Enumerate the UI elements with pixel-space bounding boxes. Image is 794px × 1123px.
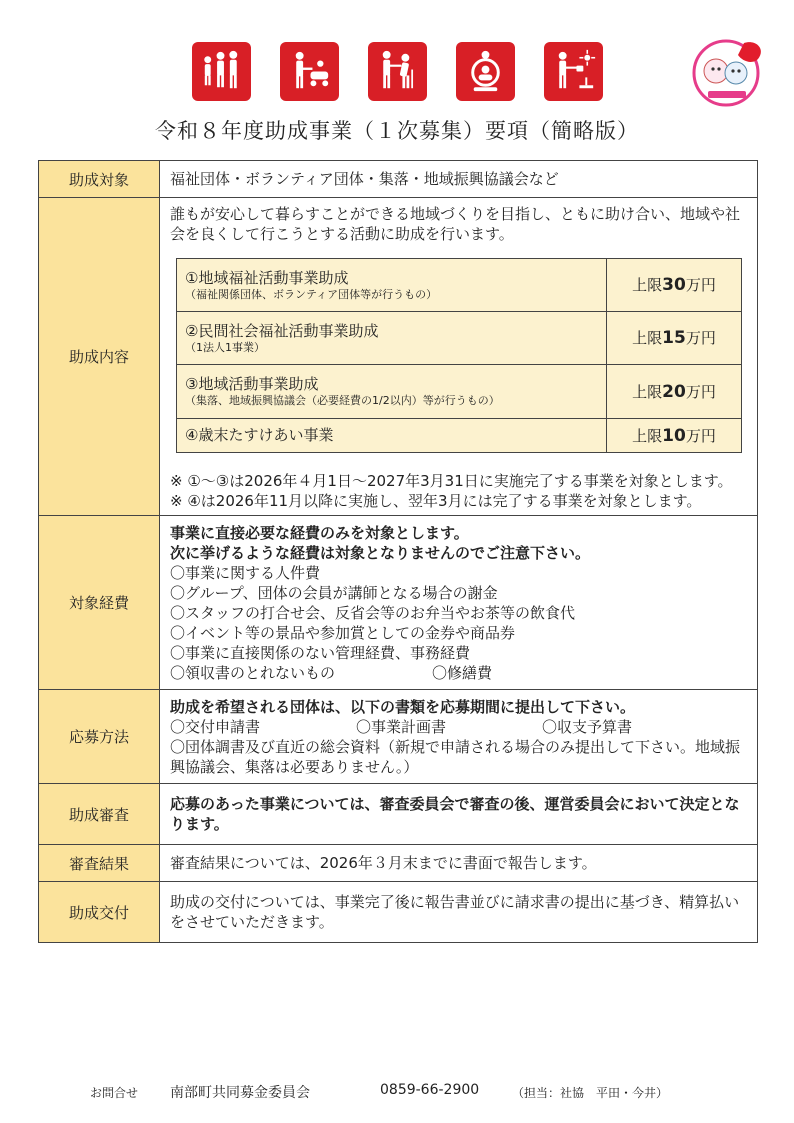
grant-item-name: ②民間社会福祉活動事業助成 bbox=[185, 321, 379, 340]
grant-item-sub: （福祉関係団体、ボランティア団体等が行うもの） bbox=[185, 287, 438, 301]
grant-types-table bbox=[176, 258, 742, 453]
grant-item bbox=[177, 419, 742, 453]
content-note-1: ※ ①～③は2026年４月1日～2027年3月31日に実施完了する事業を対象とします。 bbox=[170, 472, 733, 490]
limit-amount: 15 bbox=[662, 328, 686, 348]
grant-text: 助成の交付については、事業完了後に報告書並びに請求書の提出に基づき、精算払いをさせていただきます。 bbox=[160, 882, 758, 943]
target-text: 福祉団体・ボランティア団体・集落・地域振興協議会など bbox=[160, 161, 758, 198]
grant-item bbox=[177, 259, 742, 312]
baby-care-icon bbox=[456, 42, 515, 101]
limit-unit: 万円 bbox=[685, 382, 716, 401]
doc-item: 〇事業計画書 bbox=[356, 718, 447, 736]
limit-prefix: 上限 bbox=[632, 382, 663, 401]
expense-item: 〇スタッフの打合せ会、反省会等のお弁当やお茶等の飲食代 bbox=[170, 604, 576, 622]
limit-unit: 万円 bbox=[685, 329, 716, 347]
expense-item: 〇イベント等の景品や参加賞としての金券や商品券 bbox=[170, 624, 516, 642]
label-grant: 助成交付 bbox=[39, 882, 160, 943]
result-text: 審査結果については、2026年３月末までに書面で報告します。 bbox=[160, 845, 758, 882]
apply-bold: 助成を希望される団体は、以下の書類を応募期間に提出して下さい。 bbox=[170, 698, 636, 716]
expense-item: 〇事業に直接関係のない管理経費、事務経費 bbox=[170, 644, 471, 662]
contact-phone: 0859-66-2900 bbox=[380, 1082, 480, 1098]
limit-amount: 20 bbox=[662, 381, 686, 402]
doc-item: 〇団体調書及び直近の総会資料（新規で申請される場合のみ提出して下さい。地域振興協議会、集落は必要ありません。） bbox=[170, 738, 741, 776]
row-grant bbox=[39, 882, 758, 943]
limit-prefix: 上限 bbox=[632, 329, 663, 347]
expense-item: 〇事業に関する人件費 bbox=[170, 564, 321, 582]
grant-item-name: ①地域福祉活動事業助成 bbox=[185, 268, 349, 287]
grant-item-sub: （1法人1事業） bbox=[185, 340, 265, 354]
doc-item: 〇収支予算書 bbox=[542, 718, 633, 736]
label-apply: 応募方法 bbox=[39, 690, 160, 784]
page-title: 令和８年度助成事業（１次募集）要項（簡略版） bbox=[155, 119, 639, 143]
limit-amount: 10 bbox=[662, 425, 686, 446]
row-target bbox=[39, 161, 758, 198]
gardening-icon bbox=[544, 42, 603, 101]
elderly-support-icon bbox=[368, 42, 427, 101]
row-result bbox=[39, 845, 758, 882]
expense-item: 〇領収書のとれないもの bbox=[170, 664, 336, 682]
expense-item: 〇修繕費 bbox=[432, 664, 493, 682]
limit-prefix: 上限 bbox=[632, 426, 663, 445]
grant-item-name: ④歳末たすけあい事業 bbox=[185, 426, 334, 444]
limit-unit: 万円 bbox=[685, 276, 716, 294]
grant-item-sub: （集落、地域振興協議会（必要経費の1/2以内）等が行うもの） bbox=[185, 394, 500, 407]
family-icon bbox=[192, 42, 251, 101]
pictogram-row bbox=[192, 42, 604, 102]
row-expenses bbox=[39, 516, 758, 690]
row-review bbox=[39, 784, 758, 845]
grant-item-name: ③地域活動事業助成 bbox=[185, 375, 319, 393]
expense-item: 〇グループ、団体の会員が講師となる場合の謝金 bbox=[170, 584, 498, 602]
row-apply bbox=[39, 690, 758, 784]
grant-item bbox=[177, 312, 742, 365]
expenses-bold-1: 事業に直接必要な経費のみを対象とします。 bbox=[170, 524, 469, 542]
contact-org: 南部町共同募金委員会 bbox=[170, 1085, 310, 1101]
limit-prefix: 上限 bbox=[632, 276, 663, 294]
content-intro: 誰もが安心して暮らすことができる地域づくりを目指し、ともに助け合い、地域や社会を良くして行こうとする活動に助成を行います。 bbox=[170, 205, 741, 243]
limit-unit: 万円 bbox=[685, 426, 716, 445]
guideline-table bbox=[38, 160, 758, 943]
contact-label: お問合せ bbox=[90, 1086, 139, 1100]
childcare-icon bbox=[280, 42, 339, 101]
row-content bbox=[39, 198, 758, 516]
contact-person: （担当：社協 平田・今井） bbox=[512, 1086, 669, 1100]
label-content: 助成内容 bbox=[39, 198, 160, 516]
content-note-2: ※ ④は2026年11月以降に実施し、翌年3月には完了する事業を対象とします。 bbox=[170, 492, 702, 510]
review-text: 応募のあった事業については、審査委員会で審査の後、運営委員会において決定となります。 bbox=[160, 784, 758, 845]
grant-item bbox=[177, 365, 742, 419]
expenses-bold-2: 次に挙げるような経費は対象となりませんのでご注意下さい。 bbox=[170, 544, 591, 562]
doc-item: 〇交付申請書 bbox=[170, 718, 261, 736]
limit-amount: 30 bbox=[662, 275, 686, 295]
label-result: 審査結果 bbox=[39, 845, 160, 882]
red-feather-logo bbox=[686, 35, 770, 107]
label-expenses: 対象経費 bbox=[39, 516, 160, 690]
label-target: 助成対象 bbox=[39, 161, 160, 198]
label-review: 助成審査 bbox=[39, 784, 160, 845]
